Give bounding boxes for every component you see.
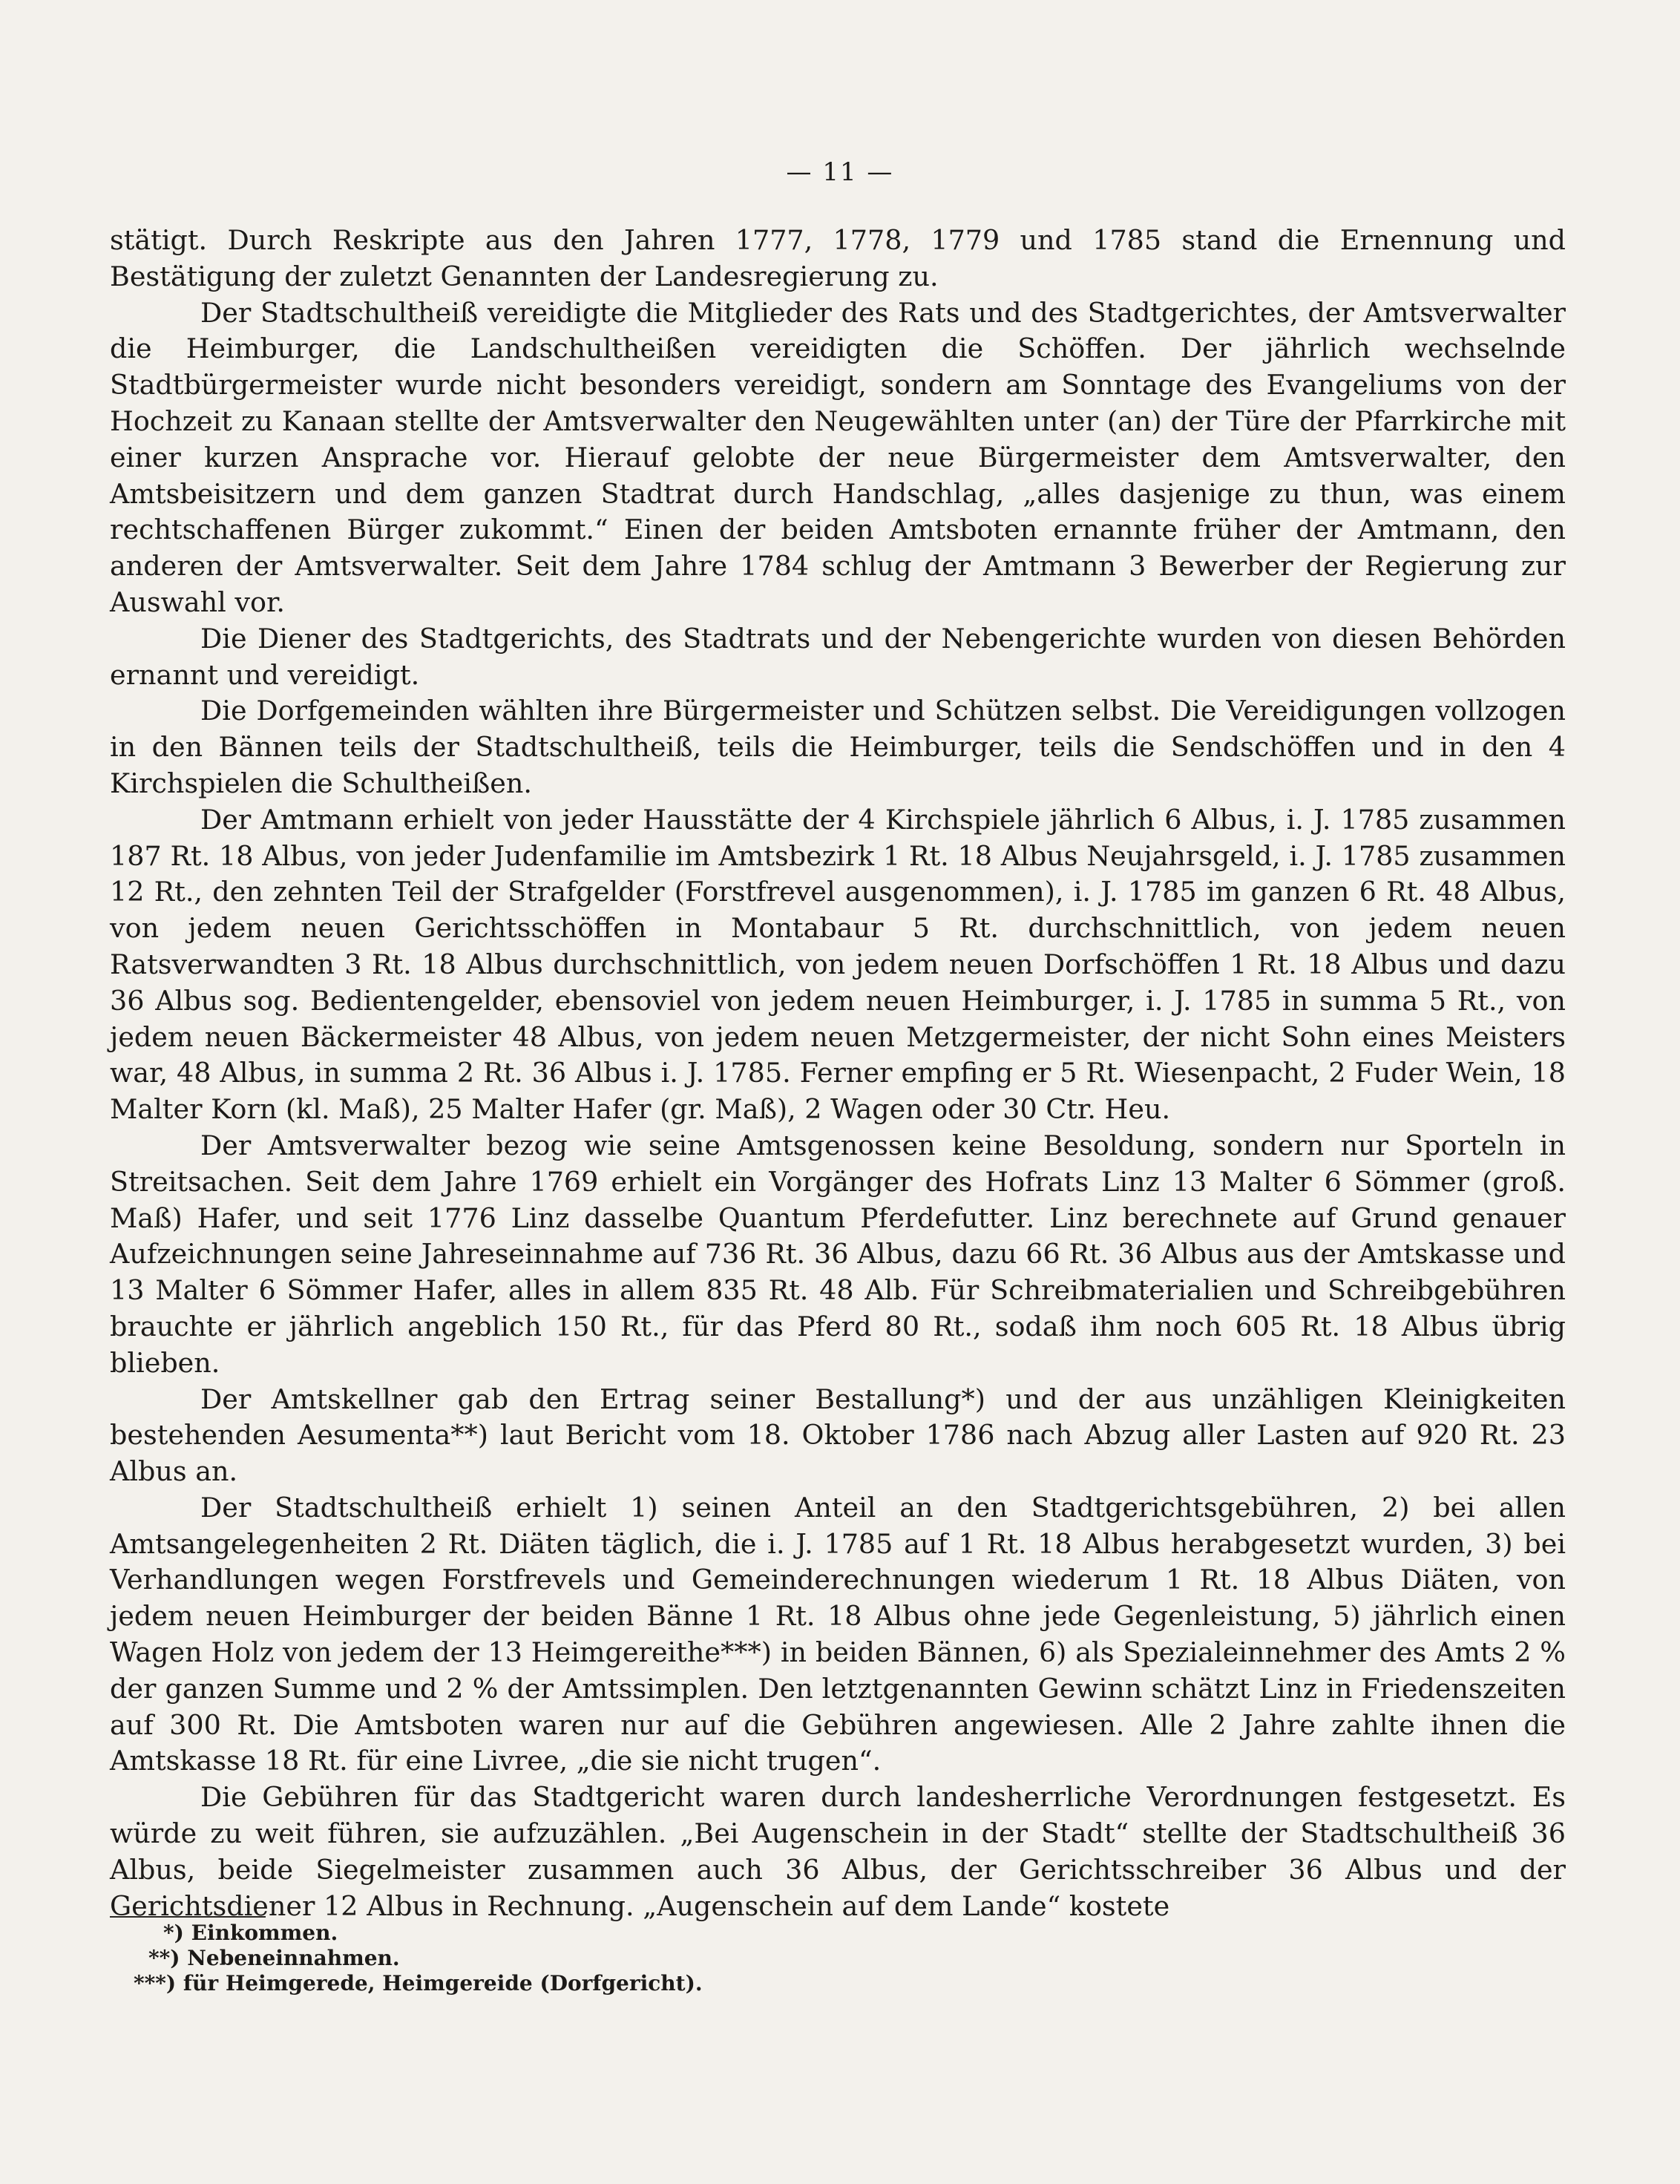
body-text	[110, 223, 1566, 1924]
paragraph: Der Amtskellner gab den Ertrag seiner Bestallung*) und der aus unzähligen Kleinigkeiten bestehenden Aesumenta**) laut Bericht vom 18. Oktober 1786 nach Abzug aller Lasten auf 920 Rt. 23 Albus an.	[110, 1383, 1566, 1488]
paragraph: Die Gebühren für das Stadtgericht waren durch landesherrliche Verordnungen festgesetzt. Es würde zu weit führen, sie aufzuzählen. „Bei Augenschein in der Stadt“ stellte der Stadtschultheiß 36 Albus, beide Siegelmeister zusammen auch 36 Albus, der Gerichtsschreiber 36 Albus und der Gerichtsdiener 12 Albus in Rechnung. „Augenschein auf dem Lande“ kostete	[110, 1781, 1566, 1922]
paragraph: Die Dorfgemeinden wählten ihre Bürgermeister und Schützen selbst. Die Vereidigungen vollzogen in den Bännen teils der Stadtschultheiß, teils die Heimburger, teils die Sendschöffen und in den 4 Kirchspielen die Schultheißen.	[110, 695, 1566, 799]
paragraph: stätigt. Durch Reskripte aus den Jahren 1777, 1778, 1779 und 1785 stand die Ernennung und Bestätigung der zuletzt Genannten der Landesregierung zu.	[110, 224, 1566, 292]
paragraph: Die Diener des Stadtgerichts, des Stadtrats und der Nebengerichte wurden von diesen Behörden ernannt und vereidigt.	[110, 622, 1566, 691]
footnote: **) Nebeneinnahmen.	[148, 1946, 400, 1970]
footnote: ***) für Heimgerede, Heimgereide (Dorfgericht).	[134, 1971, 703, 1996]
paragraph: Der Amtmann erhielt von jeder Hausstätte der 4 Kirchspiele jährlich 6 Albus, i. J. 1785 zusammen 187 Rt. 18 Albus, von jeder Judenfamilie im Amtsbezirk 1 Rt. 18 Albus Neujahrsgeld, i. J. 1785 zusammen 12 Rt., den zehnten Teil der Strafgelder (Forstfrevel ausgenommen), i. J. 1785 im ganzen 6 Rt. 48 Albus, von jedem neuen Gerichtsschöffen in Montabaur 5 Rt. durchschnittlich, von jedem neuen Ratsverwandten 3 Rt. 18 Albus durchschnittlich, von jedem neuen Dorfschöffen 1 Rt. 18 Albus und dazu 36 Albus sog. Bedientengelder, ebensoviel von jedem neuen Heimburger, i. J. 1785 in summa 5 Rt., von jedem neuen Bäckermeister 48 Albus, von jedem neuen Metzgermeister, der nicht Sohn eines Meisters war, 48 Albus, in summa 2 Rt. 36 Albus i. J. 1785. Ferner empfing er 5 Rt. Wiesenpacht, 2 Fuder Wein, 18 Malter Korn (kl. Maß), 25 Malter Hafer (gr. Maß), 2 Wagen oder 30 Ctr. Heu.	[110, 803, 1566, 1126]
paragraph: Der Stadtschultheiß vereidigte die Mitglieder des Rats und des Stadtgerichtes, der Amtsverwalter die Heimburger, die Landschultheißen vereidigten die Schöffen. Der jährlich wechselnde Stadtbürgermeister wurde nicht besonders vereidigt, sondern am Sonntage des Evangeliums von der Hochzeit zu Kanaan stellte der Amtsverwalter den Neugewählten unter (an) der Türe der Pfarrkirche mit einer kurzen Ansprache vor. Hierauf gelobte der neue Bürgermeister dem Amtsverwalter, den Amtsbeisitzern und dem ganzen Stadtrat durch Handschlag, „alles dasjenige zu thun, was einem rechtschaffenen Bürger zukommt.“ Einen der beiden Amtsboten ernannte früher der Amtmann, den anderen der Amtsverwalter. Seit dem Jahre 1784 schlug der Amtmann 3 Bewerber der Regierung zur Auswahl vor.	[110, 296, 1566, 618]
paragraph: Der Stadtschultheiß erhielt 1) seinen Anteil an den Stadtgerichtsgebühren, 2) bei allen Amtsangelegenheiten 2 Rt. Diäten täglich, die i. J. 1785 auf 1 Rt. 18 Albus herabgesetzt wurden, 3) bei Verhandlungen wegen Forstfrevels und Gemeinderechnungen wiederum 1 Rt. 18 Albus Diäten, von jedem neuen Heimburger der beiden Bänne 1 Rt. 18 Albus ohne jede Gegenleistung, 5) jährlich einen Wagen Holz von jedem der 13 Heimgereithe***) in beiden Bännen, 6) als Spezialeinnehmer des Amts 2 % der ganzen Summe und 2 % der Amtssimplen. Den letztgenannten Gewinn schätzt Linz in Friedenszeiten auf 300 Rt. Die Amtsboten waren nur auf die Gebühren angewiesen. Alle 2 Jahre zahlte ihnen die Amtskasse 18 Rt. für eine Livree, „die sie nicht trugen“.	[110, 1491, 1566, 1777]
paragraph: Der Amtsverwalter bezog wie seine Amtsgenossen keine Besoldung, sondern nur Sporteln in Streitsachen. Seit dem Jahre 1769 erhielt ein Vorgänger des Hofrats Linz 13 Malter 6 Sömmer (groß. Maß) Hafer, und seit 1776 Linz dasselbe Quantum Pferdefutter. Linz berechnete auf Grund genauer Aufzeichnungen seine Jahreseinnahme auf 736 Rt. 36 Albus, dazu 66 Rt. 36 Albus aus der Amtskasse und 13 Malter 6 Sömmer Hafer, alles in allem 835 Rt. 48 Alb. Für Schreibmaterialien und Schreibgebühren brauchte er jährlich angeblich 150 Rt., für das Pferd 80 Rt., sodaß ihm noch 605 Rt. 18 Albus übrig blieben.	[110, 1129, 1566, 1379]
footnote-divider	[110, 1916, 266, 1918]
page-number: — 11 —	[786, 157, 894, 187]
footnotes	[119, 1921, 1009, 1996]
footnote: *) Einkommen.	[163, 1921, 338, 1945]
